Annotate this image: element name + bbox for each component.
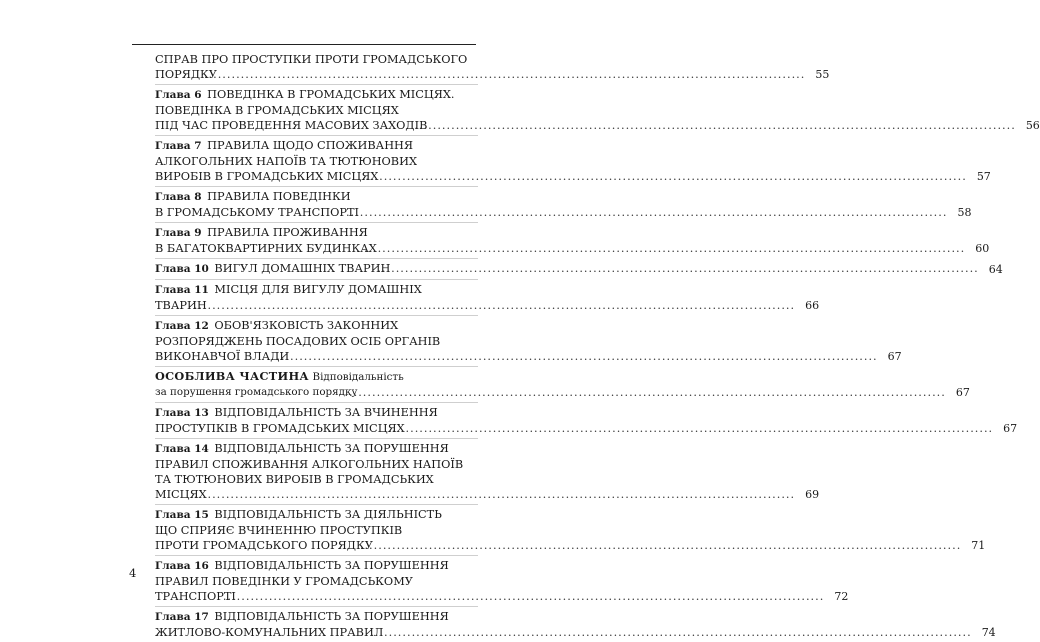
chapter-label: Глава 14 xyxy=(155,443,209,455)
entry-line: ТРАНСПОРТІ xyxy=(155,590,236,603)
leader-dots xyxy=(430,118,1015,133)
page-number: 67 xyxy=(955,386,970,399)
toc-entry-chapter-17 xyxy=(155,607,996,642)
entry-line: В БАГАТОКВАРТИРНИХ БУДИНКАХ xyxy=(155,242,377,255)
entry-line: ПРАВИЛ СПОЖИВАННЯ АЛКОГОЛЬНИХ НАПОЇВ xyxy=(155,458,464,471)
entry-line: ВІДПОВІДАЛЬНІСТЬ ЗА ПОРУШЕННЯ xyxy=(214,559,449,572)
leader-dots xyxy=(393,261,978,277)
toc-entry-chapter-10 xyxy=(155,259,1003,280)
chapter-label: Глава 13 xyxy=(155,407,209,419)
entry-line: ВІДПОВІДАЛЬНІСТЬ ЗА ПОРУШЕННЯ xyxy=(214,442,449,455)
entry-line: ТВАРИН xyxy=(155,299,207,312)
chapter-label: Глава 15 xyxy=(155,509,209,521)
chapter-label: Глава 11 xyxy=(155,284,209,296)
entry-line: ПРОСТУПКІВ В ГРОМАДСЬКИХ МІСЦЯХ xyxy=(155,422,405,435)
table-of-contents xyxy=(155,50,1040,642)
entry-line: ВІДПОВІДАЛЬНІСТЬ ЗА ДІЯЛЬНІСТЬ xyxy=(214,508,442,521)
leader-dots xyxy=(376,538,961,553)
section-subtitle-line: за порушення громадського порядку xyxy=(155,386,358,398)
page-number: 64 xyxy=(988,263,1003,276)
toc-entry-continuation xyxy=(155,50,830,85)
leader-dots xyxy=(239,589,824,604)
entry-line: АЛКОГОЛЬНИХ НАПОЇВ ТА ТЮТЮНОВИХ xyxy=(155,155,418,168)
entry-line: ПРОТИ ГРОМАДСЬКОГО ПОРЯДКУ xyxy=(155,539,373,552)
chapter-label: Глава 10 xyxy=(155,263,209,275)
leader-dots xyxy=(220,67,805,82)
entry-line: ПРАВИЛ ПОВЕДІНКИ У ГРОМАДСЬКОМУ xyxy=(155,575,413,588)
page-number: 71 xyxy=(971,539,986,552)
entry-line: ПОВЕДІНКА В ГРОМАДСЬКИХ МІСЦЯХ xyxy=(155,104,399,117)
entry-line: РОЗПОРЯДЖЕНЬ ПОСАДОВИХ ОСІБ ОРГАНІВ xyxy=(155,335,441,348)
page-number: 67 xyxy=(1003,422,1018,435)
entry-line: ВИКОНАВЧОЇ ВЛАДИ xyxy=(155,350,290,363)
page-number: 58 xyxy=(957,206,972,219)
chapter-label: Глава 16 xyxy=(155,560,209,572)
section-heading: ОСОБЛИВА ЧАСТИНА xyxy=(155,369,309,383)
page-number: 74 xyxy=(981,626,996,639)
toc-entry-chapter-13 xyxy=(155,403,1018,439)
entry-line-last: ПОРЯДКУ ..... xyxy=(171,67,805,82)
page-number: 67 xyxy=(887,350,902,363)
chapter-label: Глава 8 xyxy=(155,191,202,203)
leader-dots xyxy=(386,625,971,640)
section-subtitle: Відповідальність xyxy=(312,371,404,383)
toc-entry-chapter-16 xyxy=(155,556,849,607)
chapter-label: Глава 6 xyxy=(155,89,202,101)
entry-line: ПРАВИЛА ЩОДО СПОЖИВАННЯ xyxy=(207,139,414,152)
toc-entry-special-part xyxy=(155,367,970,403)
chapter-label: Глава 7 xyxy=(155,140,202,152)
page-number: 55 xyxy=(815,68,830,81)
toc-entry-chapter-6 xyxy=(155,85,1040,136)
toc-entry-chapter-12 xyxy=(155,316,902,367)
top-rule xyxy=(132,44,476,45)
page-number: 56 xyxy=(1025,119,1040,132)
entry-line: ЩО СПРИЯЄ ВЧИНЕННЮ ПРОСТУПКІВ xyxy=(155,524,403,537)
page-number: 60 xyxy=(975,242,990,255)
entry-line: МІСЦЯХ xyxy=(155,488,207,501)
toc-entry-chapter-11 xyxy=(155,280,820,316)
leader-dots xyxy=(210,298,795,313)
page-number: 72 xyxy=(834,590,849,603)
entry-line: ПІД ЧАС ПРОВЕДЕННЯ МАСОВИХ ЗАХОДІВ xyxy=(155,119,428,132)
chapter-label: Глава 9 xyxy=(155,227,202,239)
leader-dots xyxy=(408,421,993,436)
leader-dots xyxy=(210,487,795,502)
toc-entry-chapter-9 xyxy=(155,223,990,259)
entry-line: МІСЦЯ ДЛЯ ВИГУЛУ ДОМАШНІХ xyxy=(214,283,422,296)
chapter-label: Глава 17 xyxy=(155,611,209,623)
entry-line: ВІДПОВІДАЛЬНІСТЬ ЗА ВЧИНЕННЯ xyxy=(214,406,438,419)
toc-entry-chapter-8 xyxy=(155,187,972,223)
page-number: 66 xyxy=(805,299,820,312)
entry-line: СПРАВ ПРО ПРОСТУПКИ ПРОТИ ГРОМАДСЬКОГО xyxy=(155,53,468,66)
entry-line: ТА ТЮТЮНОВИХ ВИРОБІВ В ГРОМАДСЬКИХ xyxy=(155,473,434,486)
toc-entry-chapter-14 xyxy=(155,439,820,505)
entry-line: ВІДПОВІДАЛЬНІСТЬ ЗА ПОРУШЕННЯ xyxy=(214,610,449,623)
toc-entry-chapter-7 xyxy=(155,136,991,187)
entry-line: ВИГУЛ ДОМАШНІХ ТВАРИН xyxy=(214,262,391,275)
entry-line: ОБОВ'ЯЗКОВІСТЬ ЗАКОННИХ xyxy=(214,319,399,332)
leader-dots xyxy=(362,205,947,220)
leader-dots xyxy=(381,169,966,184)
entry-line: ПОВЕДІНКА В ГРОМАДСЬКИХ МІСЦЯХ. xyxy=(207,88,455,101)
leader-dots xyxy=(380,241,965,256)
page-number: 69 xyxy=(805,488,820,501)
leader-dots xyxy=(292,349,877,364)
page-number: 57 xyxy=(976,170,991,183)
folio-page-number: 4 xyxy=(129,566,137,580)
entry-line: ЖИТЛОВО-КОМУНАЛЬНИХ ПРАВИЛ xyxy=(155,626,384,639)
toc-entry-chapter-15 xyxy=(155,505,986,556)
entry-line: ПРАВИЛА ПОВЕДІНКИ xyxy=(207,190,351,203)
entry-line: В ГРОМАДСЬКОМУ ТРАНСПОРТІ xyxy=(155,206,360,219)
entry-line: ПРАВИЛА ПРОЖИВАННЯ xyxy=(207,226,368,239)
chapter-label: Глава 12 xyxy=(155,320,209,332)
entry-line: ВИРОБІВ В ГРОМАДСЬКИХ МІСЦЯХ xyxy=(155,170,379,183)
entry-text xyxy=(155,52,805,82)
leader-dots xyxy=(360,385,945,400)
